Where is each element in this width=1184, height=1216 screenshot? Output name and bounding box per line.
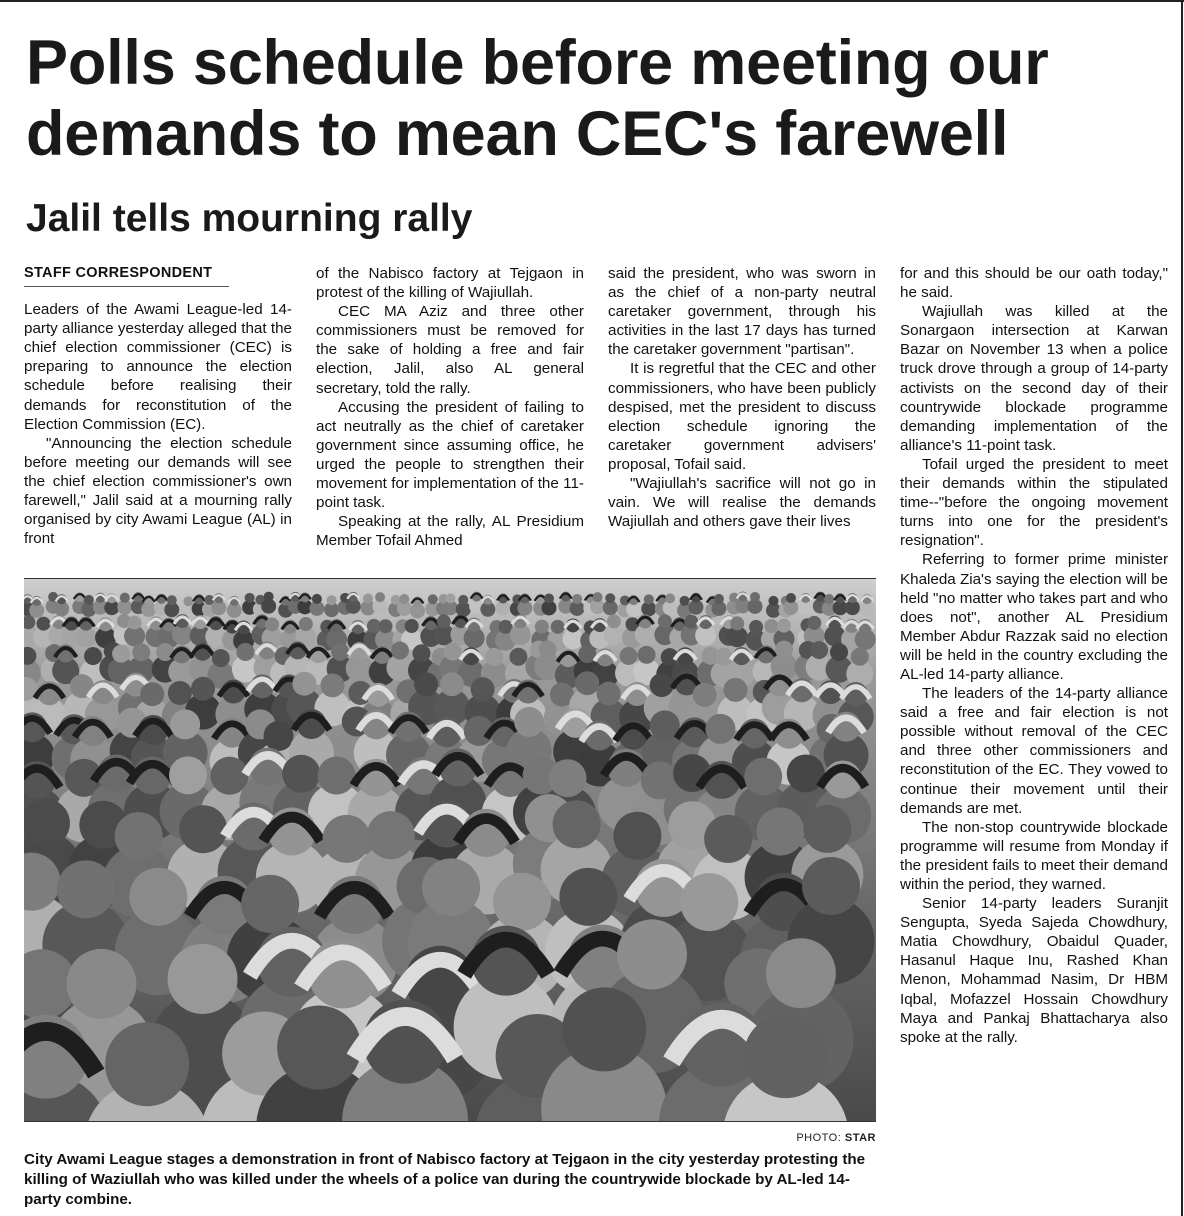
byline: STAFF CORRESPONDENT <box>24 264 229 287</box>
paragraph: Senior 14-party leaders Suranjit Sengupta, Syeda Sajeda Chowdhury, Matia Chowdhury, Obaidul Quader, Hasanul Haque Inu, Rashed Khan Menon, Mohammad Nasim, Dr HBM Iqbal, Mofazzel Hossain Chowdhury Maya and Pankaj Bhattacharya also spoke at the rally. <box>900 895 1168 1046</box>
paragraph: The leaders of the 14-party alliance said a free and fair election is not possible without removal of the CEC and three other commissioners and reconstitution of the EC. They vowed to continue their movement until their demands are met. <box>900 685 1168 817</box>
paragraph: for and this should be our oath today," he said. <box>900 265 1168 302</box>
paragraph: Accusing the president of failing to act neutrally as the chief of caretaker government since assuming office, he urged the people to strengthen their movement for implementation of the 11-point task. <box>316 398 584 512</box>
crowd-image <box>24 579 876 1121</box>
paragraph: Referring to former prime minister Khaleda Zia's saying the election will be held "no matter who takes part and who does not", another AL Presidium Member Abdur Razzak said no election will be held in the country excluding the AL-led 14-party alliance. <box>900 551 1168 683</box>
photo-caption: City Awami League stages a demonstration in front of Nabisco factory at Tejgaon in the city yesterday protesting the killing of Waziullah who was killed under the wheels of a police van during the countrywide blockade by AL-led 14-party combine. <box>24 1151 866 1208</box>
paragraph: "Wajiullah's sacrifice will not go in vain. We will realise the demands Wajiullah and others gave their lives <box>608 475 876 531</box>
headline-line-1: Polls schedule before meeting our <box>26 28 1049 98</box>
rally-photo <box>24 578 876 1122</box>
photo-credit-prefix: PHOTO: <box>796 1132 845 1144</box>
paragraph: The non-stop countrywide blockade programme will resume from Monday if the president fails to meet their demand within the period, they warned. <box>900 818 1168 893</box>
paragraph: said the president, who was sworn in as the chief of a non-party neutral caretaker government, through his activities in the last 17 days has turned the caretaker government "partisan". <box>608 265 876 359</box>
paragraph: Wajiullah was killed at the Sonargaon intersection at Karwan Bazar on November 13 when a police truck drove through a group of 14-party activists on the second day of their countrywide blockade programme demanding implementation of the alliance's 11-point task. <box>900 303 1168 454</box>
paragraph: of the Nabisco factory at Tejgaon in protest of the killing of Wajiullah. <box>316 265 584 302</box>
subheadline: Jalil tells mourning rally <box>26 197 473 240</box>
article-column-1 <box>24 264 292 548</box>
article-column-4 <box>900 264 1168 1047</box>
photo-credit-source: STAR <box>844 1132 876 1144</box>
paragraph: It is regretful that the CEC and other commissioners, who have been publicly despised, met the president to discuss election schedule ignoring the caretaker government advisers' proposal, Tofail said. <box>608 360 876 473</box>
photo-credit <box>24 1132 876 1144</box>
article-column-3 <box>608 264 876 531</box>
article-column-2 <box>316 264 584 550</box>
column-rule <box>1181 0 1183 1216</box>
paragraph: Tofail urged the president to meet their demands within the stipulated time--"before the ongoing movement turns into one for the president's resignation". <box>900 455 1168 550</box>
paragraph: Speaking at the rally, AL Presidium Member Tofail Ahmed <box>316 513 584 550</box>
paragraph: CEC MA Aziz and three other commissioners must be removed for the sake of holding a free and fair election, Jalil, also AL general secretary, told the rally. <box>316 303 584 397</box>
headline <box>26 28 1176 170</box>
paragraph: "Announcing the election schedule before meeting our demands will see the chief election commissioner's own farewell," Jalil said at a mourning rally organised by city Awami League (AL) in front <box>24 434 292 548</box>
headline-line-2: demands to mean CEC's farewell <box>26 99 1009 169</box>
top-rule <box>0 0 1184 2</box>
paragraph: Leaders of the Awami League-led 14-party alliance yesterday alleged that the chief election commissioner (CEC) is preparing to announce the election schedule before realising their demands for reconstitution of the Election Commission (EC). <box>24 301 292 433</box>
